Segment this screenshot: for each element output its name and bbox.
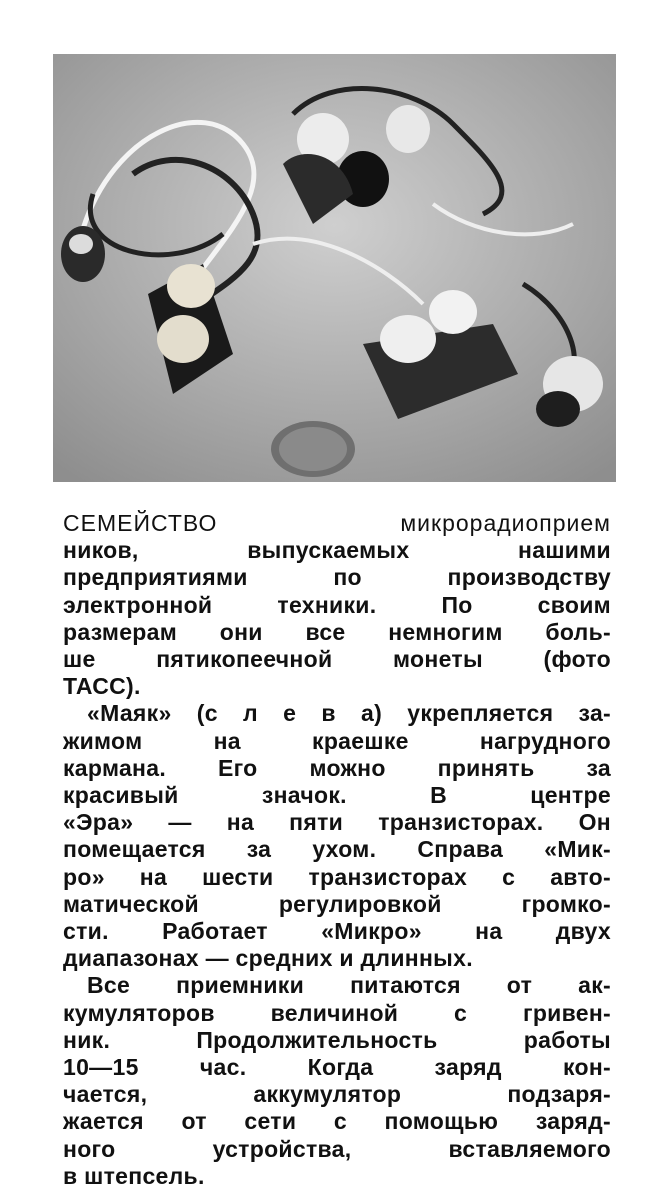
article-line: чается, аккумулятор подзаря- [63,1081,611,1108]
article-line: 10—15 час. Когда заряд кон- [63,1054,611,1081]
article-line: ТАСС). [63,673,141,700]
article-line: ного устройства, вставляемого [63,1135,611,1162]
article-line: жимом на краешке нагрудного [63,727,611,754]
article-line: электронной техники. По своим [63,591,611,618]
article-line: размерам они все немногим боль- [63,618,611,645]
article-line: СЕМЕЙСТВО микрорадиоприем [63,510,611,536]
article-line: ник. Продолжительность работы [63,1026,611,1053]
article-line: в штепсель. [63,1162,205,1189]
article-line: ше пятикопеечной монеты (фото [63,646,611,673]
article-line: «Маяк» (с л е в а) укрепляется за- [87,700,611,727]
article-line: ников, выпускаемых нашими [63,537,611,564]
article-line: ро» на шести транзисторах с авто- [63,863,611,890]
article-line: помещается за ухом. Справа «Мик- [63,836,611,863]
article-line: красивый значок. В центре [63,782,611,809]
article-line: сти. Работает «Микро» на двух [63,918,611,945]
article-line: предприятиями по производству [63,564,611,591]
article-line: Все приемники питаются от ак- [87,972,611,999]
article-line: матической регулировкой громко- [63,890,611,917]
article-line: кумуляторов величиной с гривен- [63,999,611,1026]
article-line: диапазонах — средних и длинных. [63,945,473,972]
photo-microradios [53,54,616,482]
article-line: жается от сети с помощью заряд- [63,1108,611,1135]
article-line: кармана. Его можно принять за [63,754,611,781]
article-line: «Эра» — на пяти транзисторах. Он [63,809,611,836]
article-text [63,510,611,1190]
